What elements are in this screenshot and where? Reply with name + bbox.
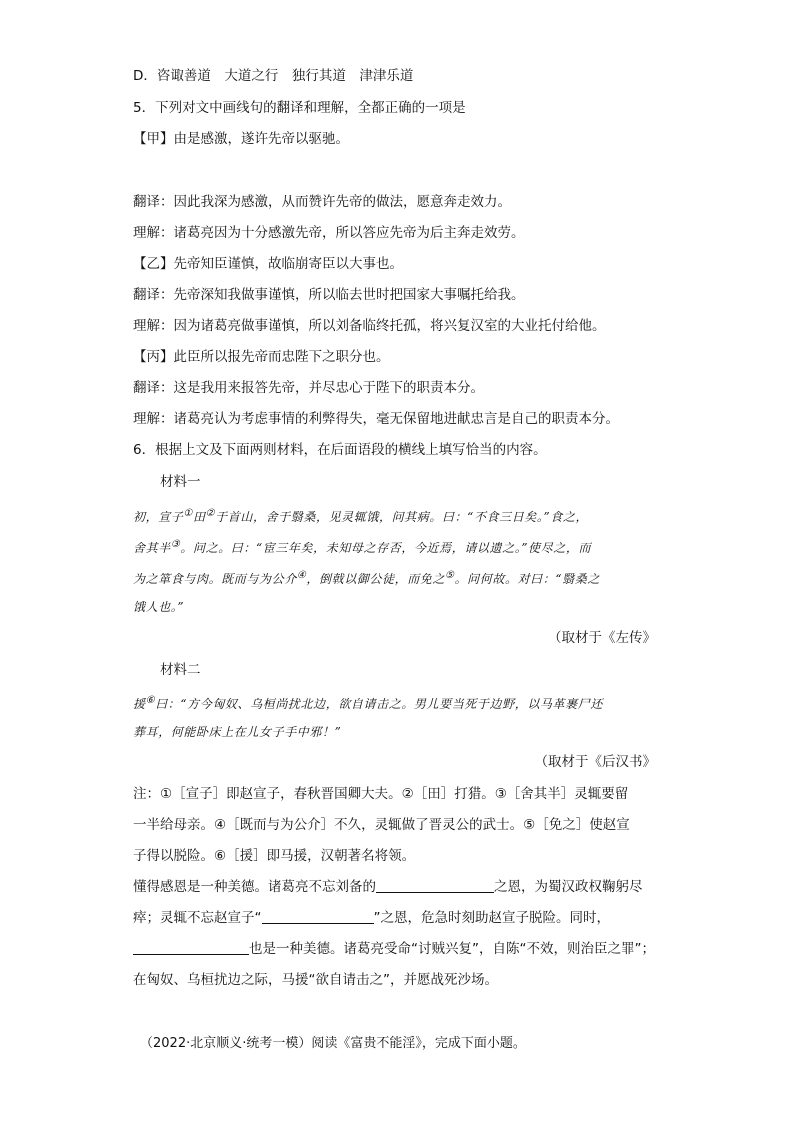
material-1-label: 材料一 (160, 474, 201, 490)
option-d: D．咨诹善道 大道之行 独行其道 津津乐道 (133, 68, 414, 84)
question-6: 6．根据上文及下面两则材料，在后面语段的横线上填写恰当的内容。 (133, 442, 547, 458)
paragraph-line-4: 在匈奴、乌桓扰边之际，马援“欲自请击之”，并愿战死沙场。 (133, 972, 498, 988)
sentence-bing: 【丙】此臣所以报先帝而忠陛下之职分也。 (133, 349, 390, 365)
paragraph-line-2: 瘁；灵辄不忘赵宣子“ ”之恩，危急时刻助赵宣子脱险。同时， (133, 910, 610, 926)
answer-blank-3[interactable] (133, 939, 249, 955)
sentence-yi: 【乙】先帝知臣谨慎，故临崩寄臣以大事也。 (133, 256, 403, 272)
material-2-line-1: 援⑥曰：“方今匈奴、乌桓尚扰北边，欲自请击之。男儿要当死于边野，以马革裹尸还 (133, 695, 603, 711)
translation-yi: 翻译：先帝深知我做事谨慎，所以临去世时把国家大事嘱托给我。 (133, 287, 525, 303)
sentence-jia: 【甲】由是感激，遂许先帝以驱驰。 (133, 131, 349, 147)
answer-blank-2[interactable] (262, 908, 374, 924)
understanding-jia: 理解：诸葛亮因为十分感激先帝，所以答应先帝为后主奔走效劳。 (133, 225, 525, 241)
question-5: 5．下列对文中画线句的翻译和理解，全都正确的一项是 (133, 100, 466, 116)
material-2-source: （取材于《后汉书》 (534, 754, 656, 770)
understanding-yi: 理解：因为诸葛亮做事谨慎，所以刘备临终托孤，将兴复汉室的大业托付给他。 (133, 318, 606, 334)
material-1-line-2: 舍其半③。问之。曰：“宦三年矣，未知母之存否，今近焉，请以遗之。”使尽之，而 (133, 539, 592, 555)
note-line-3: 子得以脱险。⑥［援］即马援，汉朝著名将领。 (133, 848, 416, 864)
material-1-line-3: 为之箪食与肉。既而与为公介④，倒戟以御公徒，而免之⑤。问何故。对曰：“翳桑之 (133, 570, 600, 586)
translation-bing: 翻译：这是我用来报答先帝，并尽忠心于陛下的职责本分。 (133, 380, 484, 396)
material-1-line-4: 饿人也。” (133, 600, 185, 614)
material-2-label: 材料二 (160, 662, 201, 678)
material-2-line-2: 葬耳，何能卧床上在儿女子手中邪！” (133, 725, 342, 739)
paragraph-line-1: 懂得感恩是一种美德。诸葛亮不忘刘备的 之恩，为蜀汉政权鞠躬尽 (133, 879, 643, 895)
translation-jia: 翻译：因此我深为感激，从而赞许先帝的做法，愿意奔走效力。 (133, 194, 511, 210)
material-1-line-1: 初，宣子①田②于首山，舍于翳桑，见灵辄饿，问其病。曰：“不食三日矣。”食之， (133, 508, 589, 524)
note-line-1: 注：①［宣子］即赵宣子，春秋晋国卿大夫。②［田］打猎。③［舍其半］灵辄要留 (133, 786, 629, 802)
note-line-2: 一半给母亲。④［既而与为公介］不久，灵辄做了晋灵公的武士。⑤［免之］使赵宣 (133, 817, 630, 833)
paragraph-line-3: 也是一种美德。诸葛亮受命“讨贼兴复”，自陈“不效，则治臣之罪”； (133, 939, 655, 959)
answer-blank-1[interactable] (376, 877, 494, 893)
next-section-intro: （2022·北京顺义·统考一模）阅读《富贵不能淫》，完成下面小题。 (140, 1036, 526, 1051)
understanding-bing: 理解：诸葛亮认为考虑事情的利弊得失，毫无保留地进献忠言是自己的职责本分。 (133, 411, 619, 427)
material-1-source: （取材于《左传》 (548, 630, 656, 646)
